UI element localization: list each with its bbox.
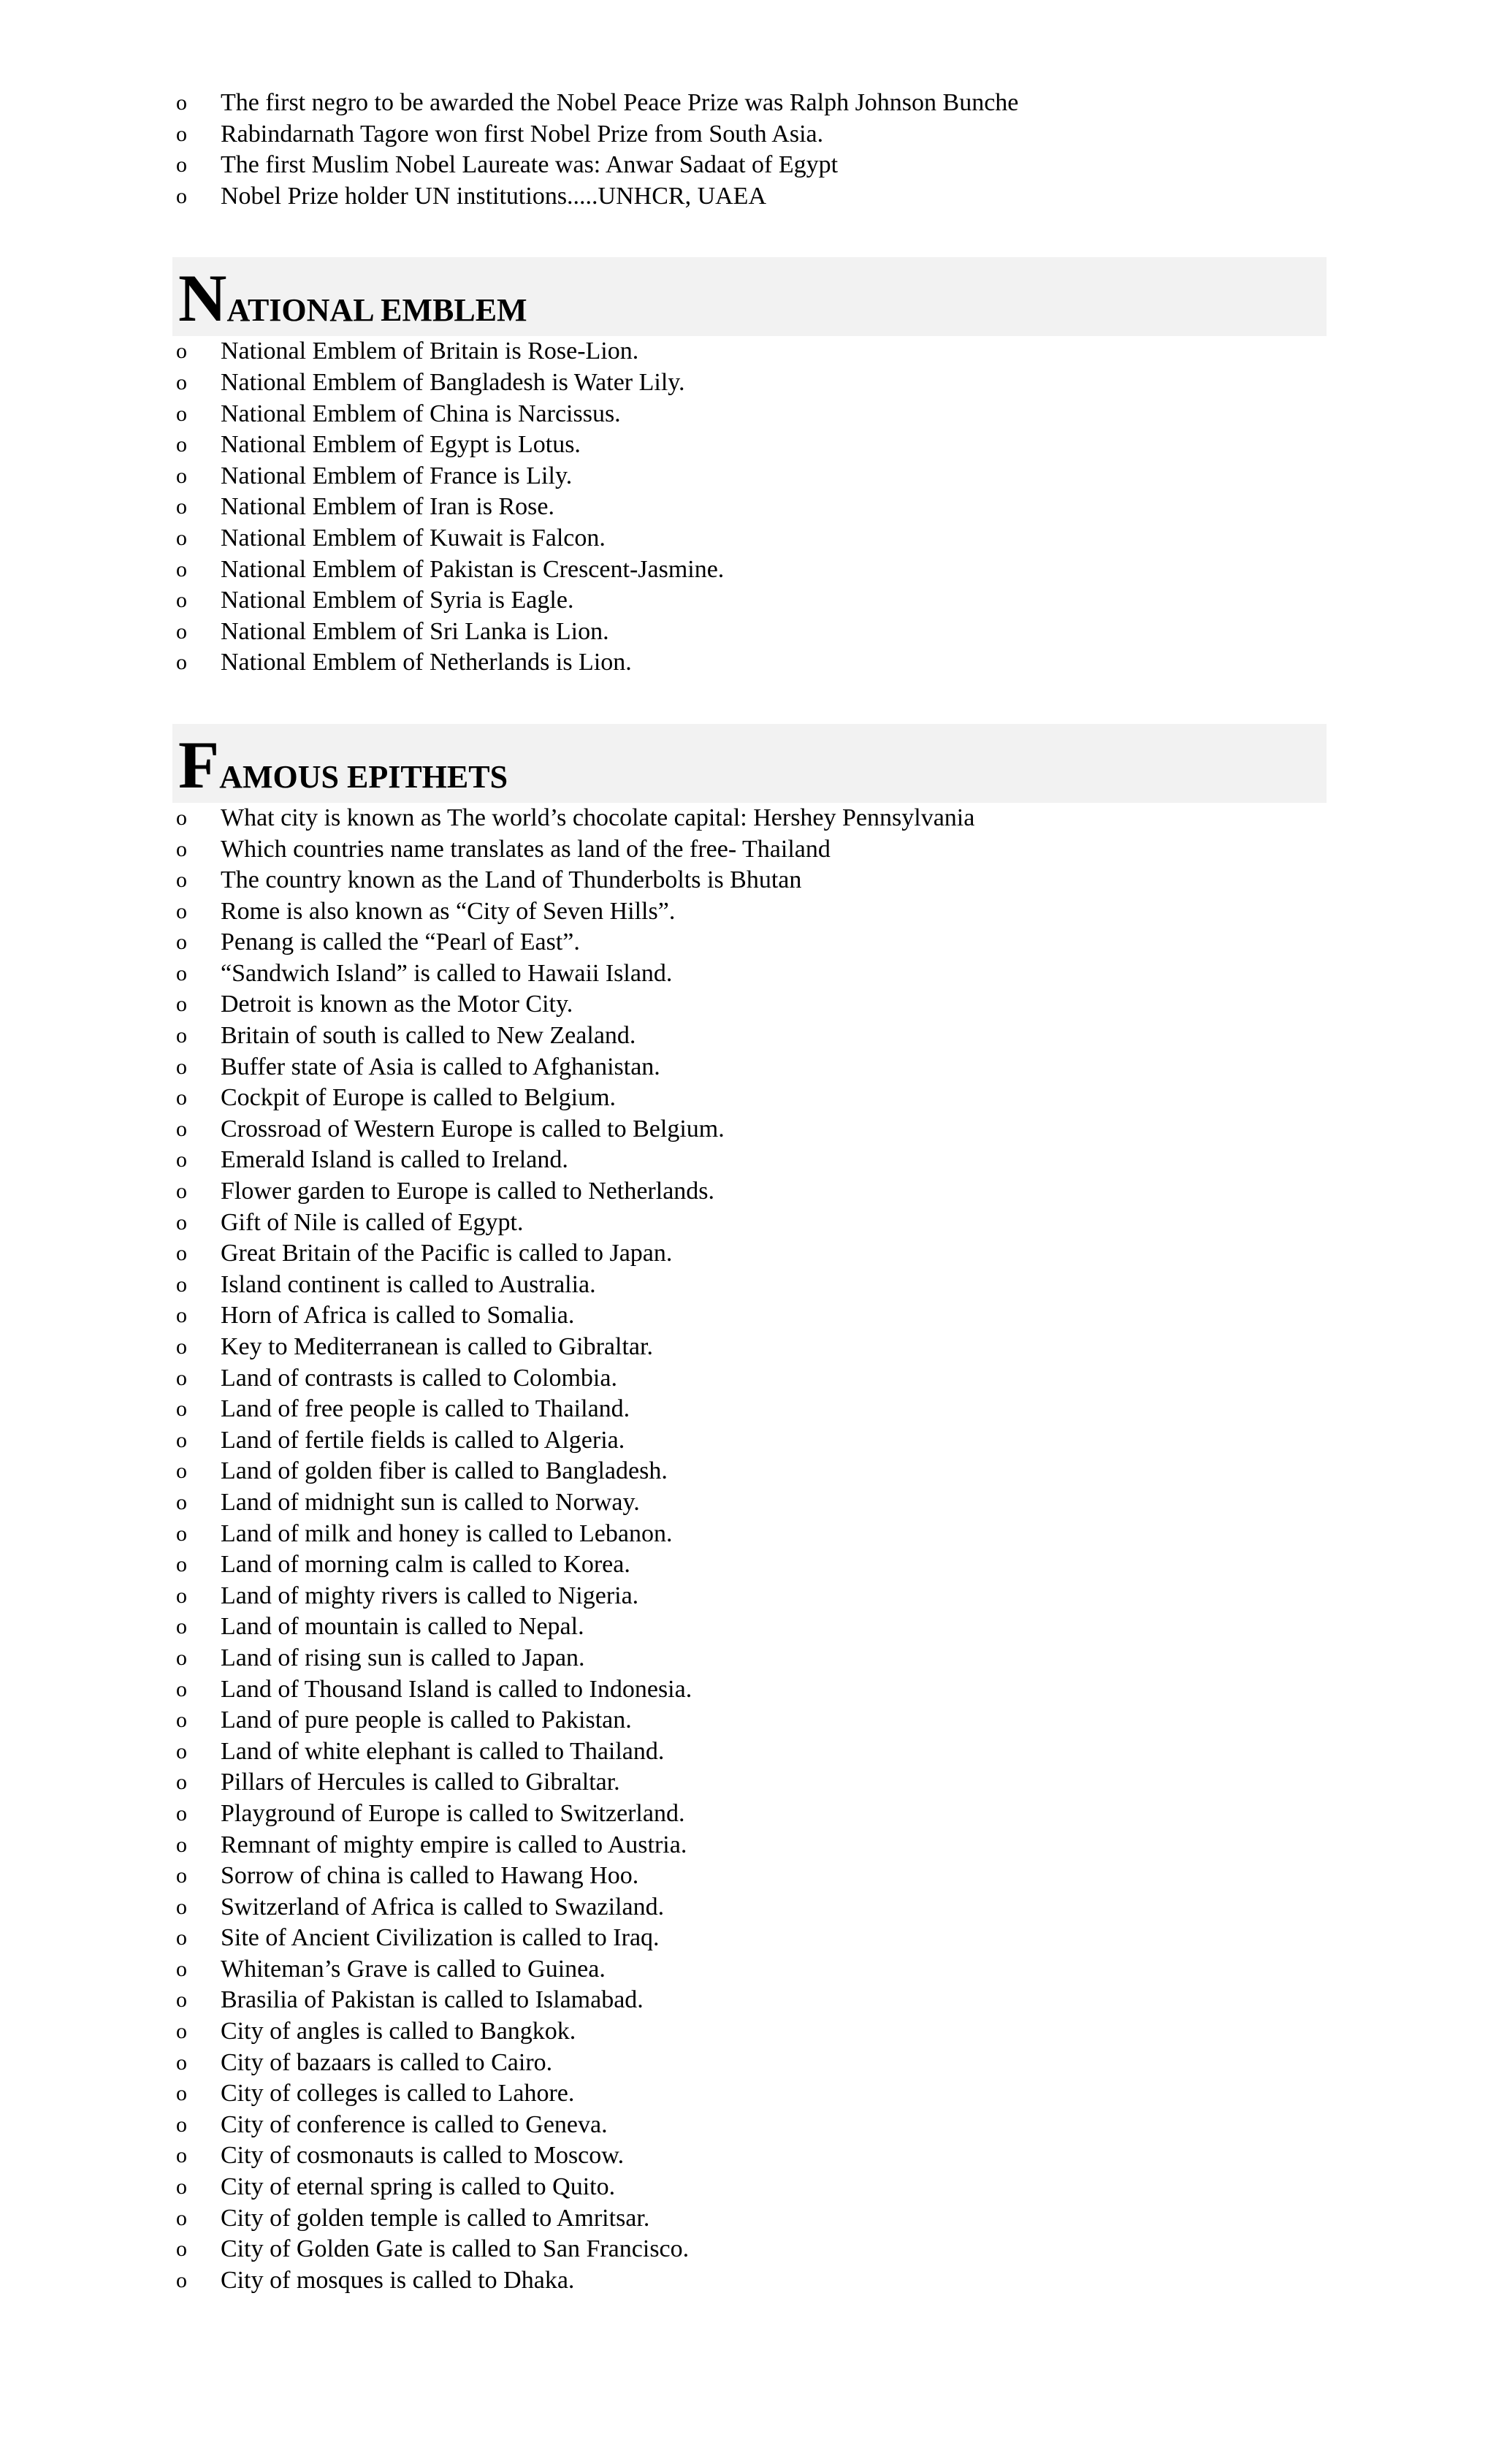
bullet-icon: o [176, 1677, 187, 1701]
list-item-text: City of colleges is called to Lahore. [221, 2080, 575, 2108]
list-item-text: Cockpit of Europe is called to Belgium. [221, 1084, 617, 1112]
section-title [178, 261, 527, 336]
bullet-icon: o [176, 650, 187, 675]
bullet-icon: o [176, 557, 187, 581]
national-emblem-list [172, 336, 1327, 679]
list-item-text: Great Britain of the Pacific is called to Japan. [221, 1240, 673, 1267]
list-item-text: Land of mountain is called to Nepal. [221, 1613, 584, 1641]
list-item-text: National Emblem of Bangladesh is Water Lily. [221, 368, 685, 396]
list-item [172, 1985, 1327, 2016]
list-item [172, 367, 1327, 399]
list-item [172, 1736, 1327, 1768]
bullet-icon: o [176, 1086, 187, 1110]
bullet-icon: o [176, 1054, 187, 1079]
list-item [172, 523, 1327, 554]
list-item [172, 2203, 1327, 2235]
list-item [172, 1519, 1327, 1550]
list-item-text: Pillars of Hercules is called to Gibraltar. [221, 1769, 620, 1796]
list-item [172, 2265, 1327, 2297]
list-item [172, 492, 1327, 523]
bullet-icon: o [176, 1397, 187, 1422]
bullet-icon: o [176, 1365, 187, 1390]
list-item [172, 1300, 1327, 1332]
list-item [172, 1114, 1327, 1145]
list-item [172, 1208, 1327, 1239]
list-item-text: Land of fertile fields is called to Algeria. [221, 1426, 625, 1454]
bullet-icon: o [176, 1210, 187, 1235]
list-item-text: City of mosques is called to Dhaka. [221, 2266, 575, 2294]
list-item [172, 865, 1327, 896]
bullet-icon: o [176, 1335, 187, 1359]
list-item-text: Key to Mediterranean is called to Gibraltar. [221, 1333, 653, 1360]
list-item [172, 1581, 1327, 1612]
section-title-initial: F [178, 727, 220, 802]
list-item-text: Emerald Island is called to Ireland. [221, 1146, 568, 1174]
list-item-text: Whiteman’s Grave is called to Guinea. [221, 1955, 606, 1983]
bullet-icon: o [176, 2050, 187, 2075]
list-item-text: Nobel Prize holder UN institutions.....UNHCR, UAEA [221, 182, 767, 210]
list-item-text: City of angles is called to Bangkok. [221, 2018, 576, 2045]
bullet-icon: o [176, 1739, 187, 1763]
bullet-icon: o [176, 1801, 187, 1826]
bullet-icon: o [176, 1614, 187, 1639]
list-item [172, 958, 1327, 990]
section-title-rest: AMOUS EPITHETS [219, 758, 508, 795]
list-item-text: National Emblem of France is Lily. [221, 462, 573, 489]
bullet-icon: o [176, 1241, 187, 1266]
list-item-text: Detroit is known as the Motor City. [221, 991, 573, 1018]
bullet-icon: o [176, 463, 187, 488]
list-item [172, 927, 1327, 958]
list-item [172, 1705, 1327, 1736]
bullet-icon: o [176, 1459, 187, 1484]
bullet-icon: o [176, 961, 187, 985]
list-item [172, 2140, 1327, 2172]
list-item [172, 2172, 1327, 2203]
list-item-text: The country known as the Land of Thunderbolts is Bhutan [221, 866, 802, 894]
list-item-text: City of Golden Gate is called to San Francisco. [221, 2235, 690, 2263]
bullet-icon: o [176, 1116, 187, 1141]
bullet-icon: o [176, 1303, 187, 1328]
list-item-text: Island continent is called to Australia. [221, 1270, 596, 1298]
section-title [178, 727, 508, 802]
bullet-icon: o [176, 868, 187, 893]
list-item-text: Playground of Europe is called to Switzerland. [221, 1799, 685, 1827]
list-item-text: Site of Ancient Civilization is called to Iraq. [221, 1924, 660, 1952]
bullet-icon: o [176, 153, 187, 178]
list-item [172, 1954, 1327, 1986]
list-item-text: What city is known as The world’s chocolate capital: Hershey Pennsylvania [221, 804, 975, 831]
list-item-text: “Sandwich Island” is called to Hawaii Island. [221, 959, 673, 987]
bullet-icon: o [176, 899, 187, 923]
list-item-text: Penang is called the “Pearl of East”. [221, 928, 580, 956]
bullet-icon: o [176, 1926, 187, 1950]
bullet-icon: o [176, 992, 187, 1017]
list-item [172, 1176, 1327, 1208]
list-item [172, 181, 1327, 213]
bullet-icon: o [176, 1272, 187, 1297]
list-item [172, 585, 1327, 617]
list-item [172, 1643, 1327, 1674]
list-item [172, 1238, 1327, 1270]
list-item-text: Land of white elephant is called to Thailand. [221, 1737, 665, 1765]
list-item-text: National Emblem of Sri Lanka is Lion. [221, 617, 609, 645]
bullet-icon: o [176, 1179, 187, 1204]
list-item [172, 1425, 1327, 1457]
bullet-icon: o [176, 836, 187, 861]
list-item-text: Land of midnight sun is called to Norway. [221, 1488, 640, 1516]
bullet-icon: o [176, 2205, 187, 2230]
bullet-icon: o [176, 1894, 187, 1919]
list-item-text: City of cosmonauts is called to Moscow. [221, 2142, 625, 2170]
bullet-icon: o [176, 2237, 187, 2262]
list-item-text: Horn of Africa is called to Somalia. [221, 1302, 575, 1330]
list-item [172, 119, 1327, 150]
bullet-icon: o [176, 930, 187, 955]
list-item-text: Land of mighty rivers is called to Nigeria. [221, 1582, 639, 1609]
list-item [172, 1923, 1327, 1954]
bullet-icon: o [176, 1956, 187, 1981]
list-item-text: City of conference is called to Geneva. [221, 2110, 608, 2138]
list-item-text: Rabindarnath Tagore won first Nobel Prize from South Asia. [221, 120, 824, 148]
list-item-text: Land of pure people is called to Pakistan. [221, 1706, 632, 1734]
list-item-text: National Emblem of Netherlands is Lion. [221, 649, 632, 676]
list-item [172, 1799, 1327, 1830]
bullet-icon: o [176, 619, 187, 644]
list-item [172, 803, 1327, 834]
list-item-text: City of golden temple is called to Amritsar. [221, 2204, 650, 2232]
document-page [172, 88, 1327, 2296]
list-item-text: National Emblem of Syria is Eagle. [221, 587, 574, 614]
list-item-text: Gift of Nile is called of Egypt. [221, 1208, 524, 1236]
list-item [172, 1830, 1327, 1861]
bullet-icon: o [176, 2175, 187, 2200]
list-item-text: The first Muslim Nobel Laureate was: Anwar Sadaat of Egypt [221, 151, 839, 179]
list-item-text: Crossroad of Western Europe is called to Belgium. [221, 1115, 725, 1143]
list-item [172, 430, 1327, 461]
list-item-text: Land of golden fiber is called to Bangladesh. [221, 1457, 668, 1485]
bullet-icon: o [176, 1770, 187, 1795]
list-item-text: Land of free people is called to Thailand. [221, 1395, 630, 1423]
bullet-icon: o [176, 525, 187, 550]
bullet-icon: o [176, 1583, 187, 1608]
list-item [172, 399, 1327, 430]
list-item-text: Brasilia of Pakistan is called to Islamabad. [221, 1986, 644, 2014]
bullet-icon: o [176, 1708, 187, 1733]
list-item [172, 1083, 1327, 1114]
list-item [172, 1052, 1327, 1083]
list-item [172, 1861, 1327, 1892]
list-item [172, 2110, 1327, 2141]
list-item-text: Switzerland of Africa is called to Swaziland. [221, 1893, 665, 1921]
famous-epithets-list [172, 803, 1327, 2297]
list-item [172, 1674, 1327, 1706]
list-item [172, 2078, 1327, 2110]
list-item [172, 1549, 1327, 1581]
list-item-text: City of bazaars is called to Cairo. [221, 2048, 553, 2076]
bullet-icon: o [176, 2019, 187, 2044]
list-item-text: Britain of south is called to New Zealand. [221, 1022, 636, 1050]
list-item-text: Rome is also known as “City of Seven Hills”. [221, 897, 676, 925]
bullet-icon: o [176, 370, 187, 394]
bullet-icon: o [176, 2112, 187, 2137]
list-item-text: Sorrow of china is called to Hawang Hoo. [221, 1862, 639, 1890]
list-item-text: Land of rising sun is called to Japan. [221, 1644, 585, 1671]
list-item [172, 1394, 1327, 1425]
bullet-icon: o [176, 1521, 187, 1546]
list-item [172, 1892, 1327, 1923]
list-item-text: Remnant of mighty empire is called to Austria. [221, 1831, 687, 1858]
bullet-icon: o [176, 1552, 187, 1577]
list-item [172, 2048, 1327, 2079]
list-item [172, 1363, 1327, 1395]
list-item [172, 617, 1327, 648]
list-item-text: Land of contrasts is called to Colombia. [221, 1364, 617, 1392]
nobel-list [172, 88, 1327, 212]
list-item [172, 1767, 1327, 1799]
bullet-icon: o [176, 1864, 187, 1888]
section-heading-famous-epithets [172, 724, 1327, 803]
list-item-text: Land of morning calm is called to Korea. [221, 1551, 630, 1579]
list-item-text: National Emblem of Pakistan is Crescent-Jasmine. [221, 555, 725, 583]
list-item [172, 150, 1327, 181]
list-item-text: Land of milk and honey is called to Lebanon. [221, 1519, 673, 1547]
list-item [172, 2016, 1327, 2048]
list-item [172, 1332, 1327, 1363]
list-item [172, 2234, 1327, 2265]
list-item-text: Buffer state of Asia is called to Afghanistan. [221, 1053, 660, 1080]
list-item-text: The first negro to be awarded the Nobel Peace Prize was Ralph Johnson Bunche [221, 89, 1019, 116]
list-item-text: National Emblem of Egypt is Lotus. [221, 431, 581, 459]
list-item [172, 1456, 1327, 1487]
list-item [172, 88, 1327, 119]
section-heading-national-emblem [172, 257, 1327, 336]
list-item [172, 1270, 1327, 1301]
bullet-icon: o [176, 2143, 187, 2168]
list-item [172, 1611, 1327, 1643]
bullet-icon: o [176, 339, 187, 364]
list-item [172, 834, 1327, 866]
list-item [172, 1487, 1327, 1519]
list-item-text: National Emblem of Iran is Rose. [221, 493, 555, 521]
bullet-icon: o [176, 1148, 187, 1172]
bullet-icon: o [176, 183, 187, 208]
bullet-icon: o [176, 588, 187, 613]
list-item [172, 896, 1327, 928]
bullet-icon: o [176, 805, 187, 830]
bullet-icon: o [176, 1988, 187, 2013]
list-item [172, 461, 1327, 492]
list-item [172, 1021, 1327, 1052]
list-item [172, 1145, 1327, 1176]
bullet-icon: o [176, 2081, 187, 2106]
list-item [172, 989, 1327, 1021]
list-item-text: National Emblem of Kuwait is Falcon. [221, 524, 606, 552]
section-title-initial: N [178, 261, 227, 336]
list-item-text: Land of Thousand Island is called to Indonesia. [221, 1675, 692, 1703]
bullet-icon: o [176, 121, 187, 146]
list-item-text: Flower garden to Europe is called to Netherlands. [221, 1178, 715, 1205]
bullet-icon: o [176, 1490, 187, 1514]
bullet-icon: o [176, 1832, 187, 1857]
bullet-icon: o [176, 1427, 187, 1452]
list-item [172, 336, 1327, 367]
bullet-icon: o [176, 2267, 187, 2292]
list-item [172, 554, 1327, 586]
list-item [172, 647, 1327, 679]
list-item-text: National Emblem of China is Narcissus. [221, 400, 621, 427]
bullet-icon: o [176, 1645, 187, 1670]
bullet-icon: o [176, 91, 187, 115]
bullet-icon: o [176, 432, 187, 457]
section-title-rest: ATIONAL EMBLEM [226, 292, 527, 329]
bullet-icon: o [176, 495, 187, 519]
bullet-icon: o [176, 1023, 187, 1048]
list-item-text: Which countries name translates as land of the free- Thailand [221, 835, 831, 863]
list-item-text: National Emblem of Britain is Rose-Lion. [221, 337, 639, 365]
bullet-icon: o [176, 401, 187, 426]
list-item-text: City of eternal spring is called to Quito. [221, 2173, 616, 2201]
